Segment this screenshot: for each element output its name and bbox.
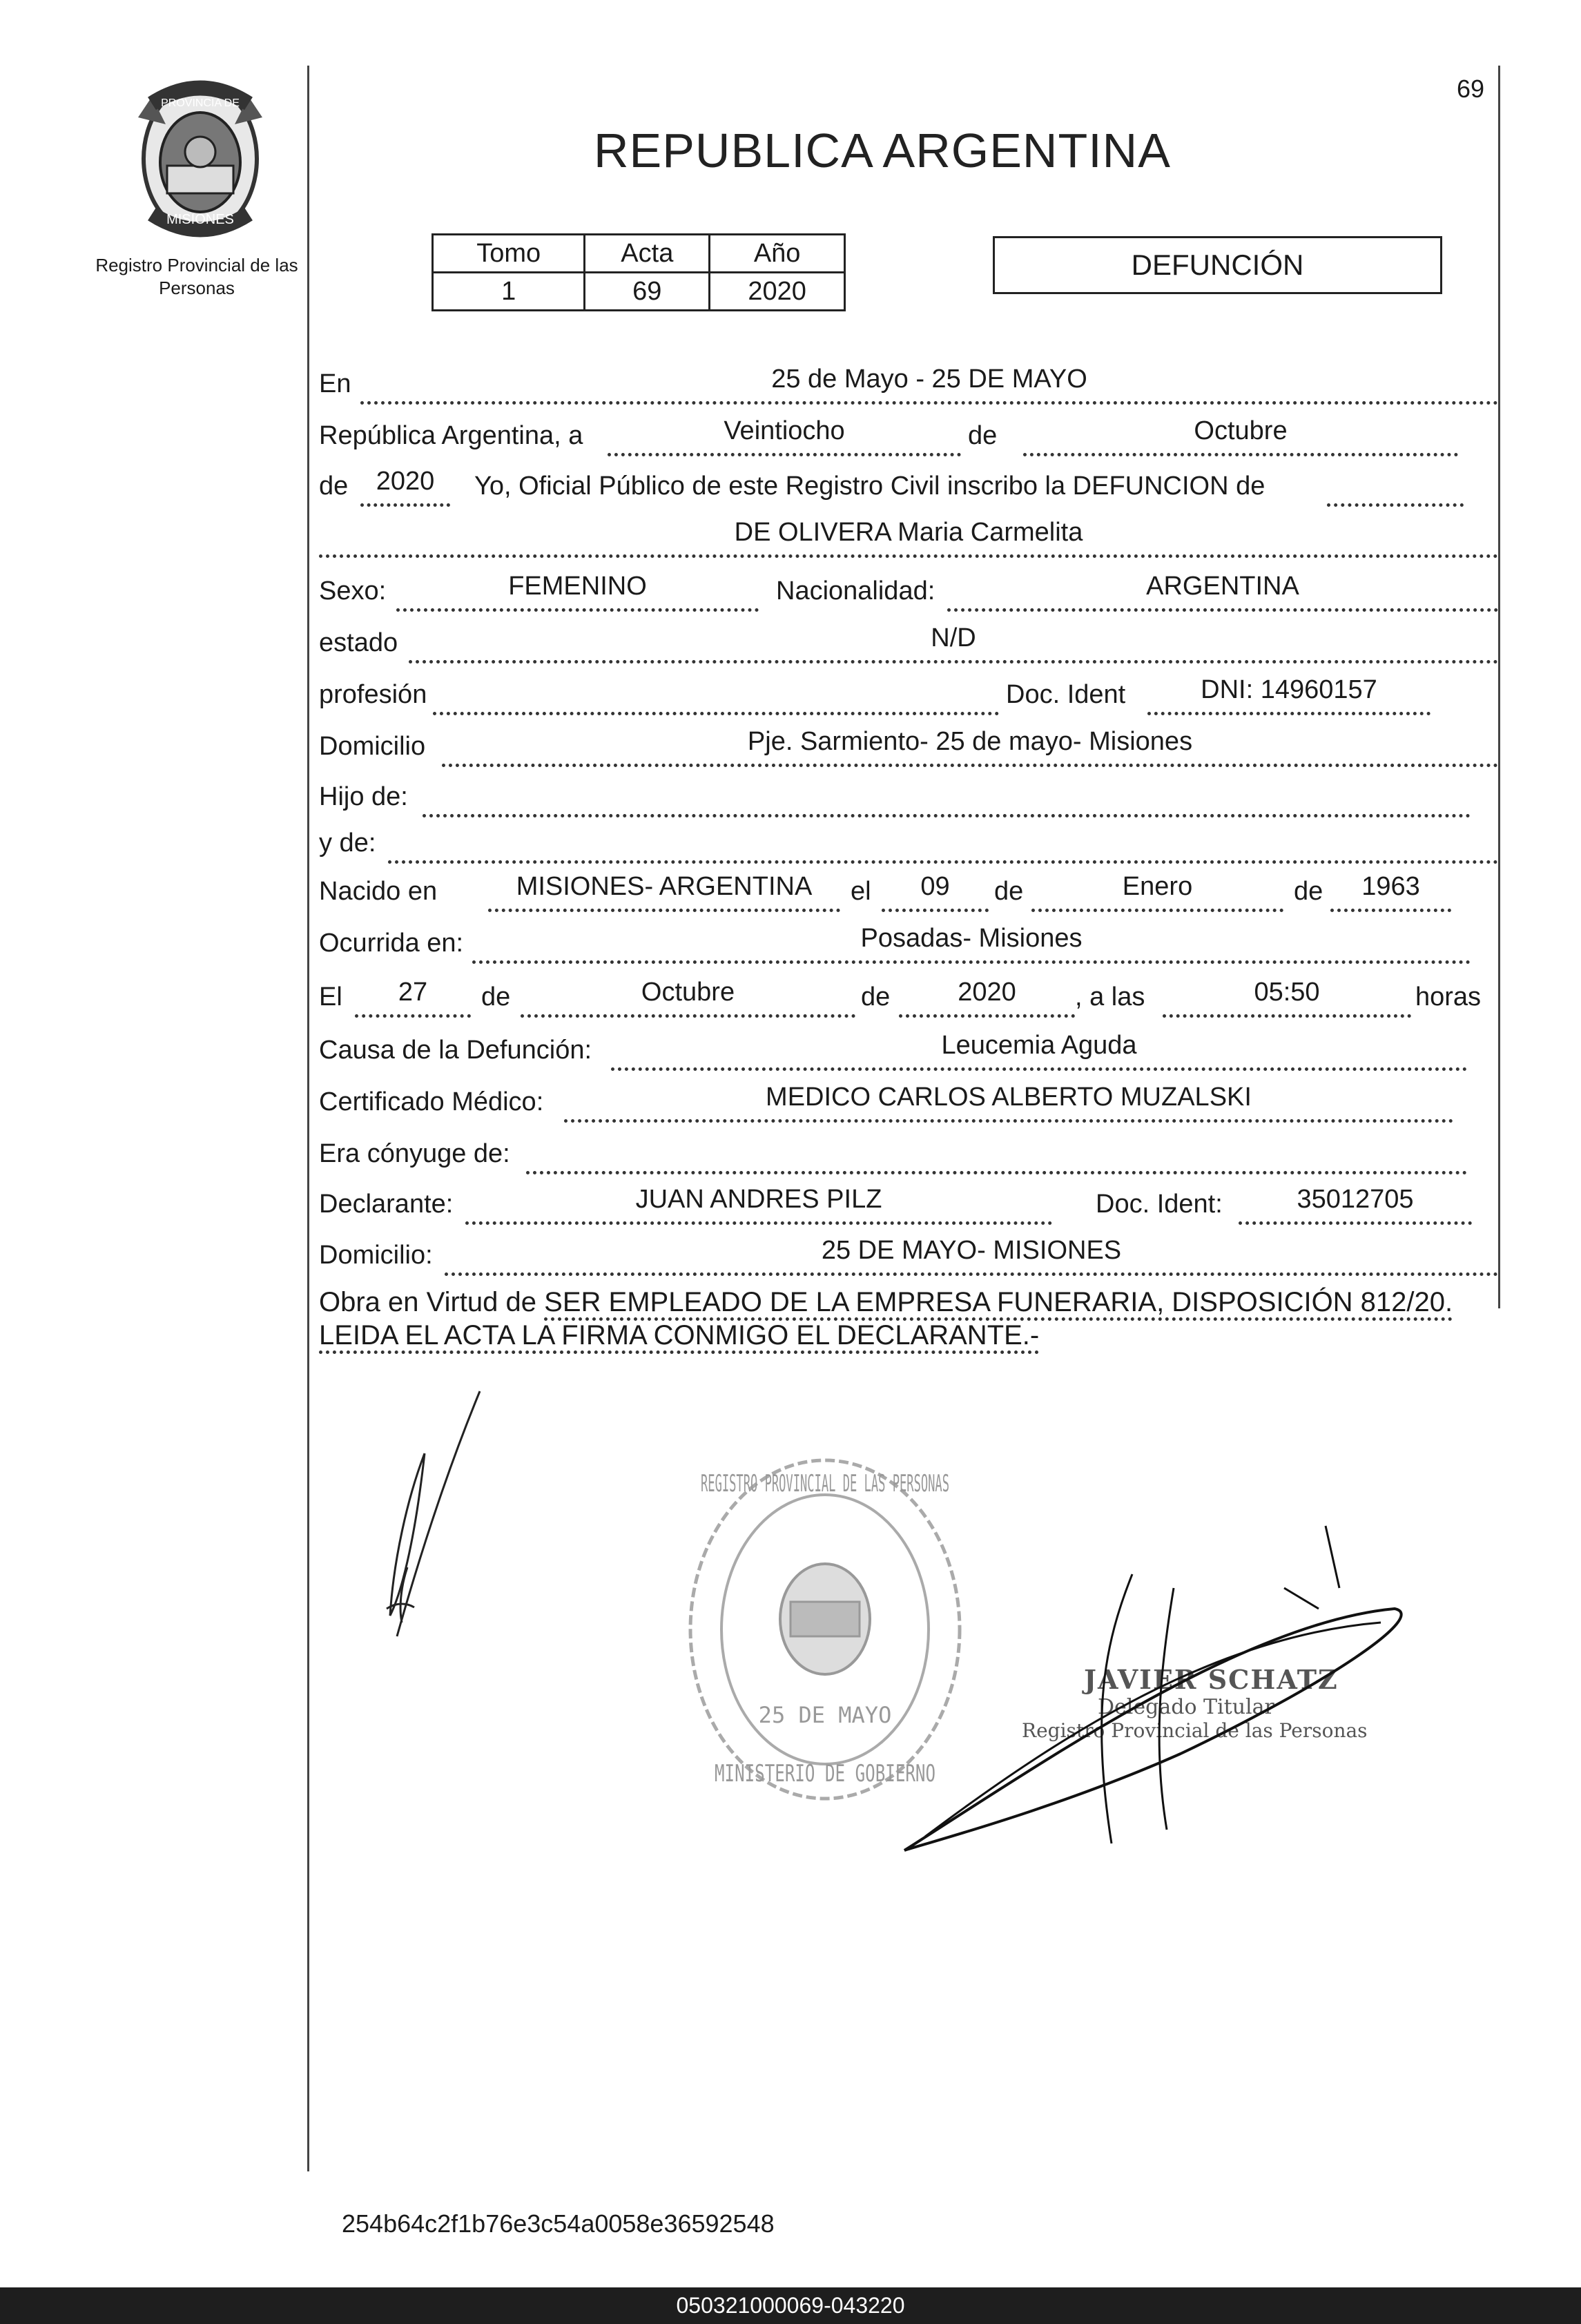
death-time-value: 05:50 — [1254, 978, 1320, 1007]
obra-value-2: LEIDA EL ACTA LA FIRMA CONMIGO EL DECLARANTE.- — [319, 1320, 1039, 1354]
death-month-field — [521, 978, 855, 1018]
profesion-label: profesión — [319, 680, 427, 709]
name-value: DE OLIVERA Maria Carmelita — [734, 518, 1083, 547]
ocurrida-value: Posadas- Misiones — [860, 924, 1083, 953]
row-name — [319, 519, 1498, 558]
row-domicilio — [319, 728, 1498, 767]
ocurrida-label: Ocurrida en: — [319, 929, 464, 958]
domicilio-label: Domicilio — [319, 732, 426, 761]
obra-block — [319, 1286, 1500, 1352]
sexo-field — [396, 572, 759, 612]
sexo-label: Sexo: — [319, 577, 387, 606]
certificado-field — [564, 1083, 1453, 1123]
row-yde — [319, 825, 1498, 864]
causa-field — [611, 1032, 1467, 1071]
yde-label: y de: — [319, 829, 376, 858]
row-republica — [319, 418, 1498, 456]
official-title: Delegado Titular — [1098, 1695, 1274, 1719]
sexo-value: FEMENINO — [508, 572, 647, 601]
causa-value: Leucemia Aguda — [941, 1031, 1137, 1060]
record-table-header-row — [433, 235, 845, 273]
day-value: Veintiocho — [724, 416, 845, 445]
birth-day-value: 09 — [920, 872, 950, 901]
conyuge-label: Era cónyuge de: — [319, 1139, 510, 1168]
nacido-field — [488, 873, 840, 912]
doc-field — [1147, 676, 1430, 715]
year-field — [360, 467, 450, 507]
obra-label: Obra en Virtud de — [319, 1287, 537, 1317]
inscribo-field — [1327, 467, 1464, 507]
nacido-label: Nacido en — [319, 877, 438, 906]
svg-text:MINISTERIO DE GOBIERNO: MINISTERIO DE GOBIERNO — [715, 1760, 935, 1788]
official-org: Registro Provincial de las Personas — [1022, 1719, 1368, 1742]
hijo-label: Hijo de: — [319, 782, 408, 811]
inscribo-text: Yo, Oficial Público de este Registro Civil inscribo la DEFUNCION de — [474, 472, 1265, 501]
decl-domicilio-field — [445, 1237, 1498, 1276]
value-ano: 2020 — [710, 273, 845, 311]
month-field — [1023, 417, 1458, 456]
death-day-field — [355, 978, 471, 1018]
nacionalidad-value: ARGENTINA — [1146, 572, 1299, 601]
obra-value-1: SER EMPLEADO DE LA EMPRESA FUNERARIA, DISPOSICIÓN 812/20. — [544, 1287, 1453, 1321]
declarant-signature — [359, 1388, 497, 1650]
province-logo — [124, 76, 276, 242]
value-tomo: 1 — [433, 273, 585, 311]
row-ocurrida — [319, 925, 1498, 964]
footer-code: 050321000069-043220 — [676, 2293, 905, 2318]
svg-text:MISIONES: MISIONES — [166, 212, 234, 227]
footer-bar — [0, 2287, 1581, 2324]
row-causa — [319, 1032, 1498, 1071]
svg-text:25 DE MAYO: 25 DE MAYO — [758, 1702, 892, 1728]
nacionalidad-label: Nacionalidad: — [776, 577, 935, 606]
row-sexo — [319, 573, 1498, 612]
horas-label: horas — [1415, 982, 1482, 1011]
nacionalidad-field — [947, 572, 1498, 612]
row-certificado — [319, 1084, 1498, 1123]
death-year-field — [899, 978, 1075, 1018]
en-label: En — [319, 369, 351, 398]
month-value: Octubre — [1194, 416, 1288, 445]
year-value: 2020 — [376, 467, 435, 496]
official-name: JAVIER SCHATZ — [1084, 1664, 1339, 1695]
decl-domicilio-value: 25 DE MAYO- MISIONES — [821, 1236, 1122, 1265]
domicilio-value: Pje. Sarmiento- 25 de mayo- Misiones — [747, 727, 1193, 756]
record-table-value-row — [433, 273, 845, 311]
year-de-label: de — [319, 472, 349, 501]
death-de1-label: de — [481, 982, 511, 1011]
row-profesion — [319, 677, 1498, 715]
alas-label: , a las — [1075, 982, 1145, 1011]
row-decl-domicilio — [319, 1237, 1498, 1276]
en-value: 25 de Mayo - 25 DE MAYO — [771, 365, 1087, 394]
republica-label: República Argentina, a — [319, 421, 583, 450]
declarante-label: Declarante: — [319, 1190, 454, 1219]
page-title: REPUBLICA ARGENTINA — [594, 124, 1171, 177]
birth-day-field — [882, 873, 989, 912]
certificado-value: MEDICO CARLOS ALBERTO MUZALSKI — [766, 1083, 1252, 1112]
certificado-label: Certificado Médico: — [319, 1087, 544, 1116]
en-field — [360, 365, 1498, 405]
row-death-date — [319, 979, 1498, 1018]
document-hash: 254b64c2f1b76e3c54a0058e36592548 — [342, 2209, 775, 2238]
right-margin-line — [1498, 66, 1500, 1308]
name-field — [319, 519, 1498, 558]
record-table — [431, 233, 846, 311]
svg-text:REGISTRO PROVINCIAL DE LAS PER: REGISTRO PROVINCIAL DE LAS PERSONAS — [701, 1470, 949, 1498]
svg-text:PROVINCIA DE: PROVINCIA DE — [161, 97, 240, 109]
nacido-value: MISIONES- ARGENTINA — [516, 872, 813, 901]
causa-label: Causa de la Defunción: — [319, 1036, 592, 1065]
birth-de2-label: de — [1294, 877, 1323, 906]
conyuge-field — [526, 1135, 1467, 1174]
estado-field — [409, 624, 1498, 664]
profesion-field — [433, 676, 999, 715]
birth-year-field — [1330, 873, 1451, 912]
header-acta: Acta — [585, 235, 710, 273]
row-conyuge — [319, 1136, 1498, 1174]
birth-el-label: el — [851, 877, 871, 906]
row-nacido — [319, 873, 1498, 912]
header-tomo: Tomo — [433, 235, 585, 273]
month-de-label: de — [968, 421, 998, 450]
birth-month-value: Enero — [1122, 872, 1193, 901]
declarante-doc-label: Doc. Ident: — [1096, 1190, 1223, 1219]
obra-line-2 — [319, 1319, 1500, 1352]
death-year-value: 2020 — [958, 978, 1016, 1007]
row-en — [319, 366, 1498, 405]
estado-label: estado — [319, 628, 398, 657]
hijo-field — [423, 778, 1471, 817]
record-type-box — [993, 236, 1442, 294]
domicilio-field — [442, 728, 1498, 767]
decl-domicilio-label: Domicilio: — [319, 1241, 433, 1270]
declarante-field — [465, 1185, 1052, 1225]
death-el-label: El — [319, 982, 342, 1011]
doc-value: DNI: 14960157 — [1201, 675, 1377, 704]
page-number: 69 — [1457, 75, 1485, 103]
row-estado — [319, 625, 1498, 664]
declarante-doc-value: 35012705 — [1297, 1185, 1414, 1214]
row-inscribo — [319, 468, 1498, 507]
death-day-value: 27 — [398, 978, 428, 1007]
yde-field — [388, 824, 1498, 864]
row-declarante — [319, 1186, 1498, 1225]
doc-label: Doc. Ident — [1006, 680, 1126, 709]
row-hijo — [319, 779, 1498, 817]
declarante-doc-field — [1239, 1185, 1472, 1225]
birth-month-field — [1031, 873, 1283, 912]
death-de2-label: de — [861, 982, 891, 1011]
estado-value: N/D — [931, 623, 976, 652]
birth-de1-label: de — [994, 877, 1024, 906]
day-field — [608, 417, 961, 456]
left-margin-line — [307, 66, 309, 2171]
obra-line-1 — [319, 1286, 1500, 1319]
official-signature — [884, 1505, 1408, 1864]
record-type: DEFUNCIÓN — [1131, 249, 1304, 281]
value-acta: 69 — [585, 273, 710, 311]
registry-name: Registro Provincial de las Personas — [95, 255, 298, 298]
declarante-value: JUAN ANDRES PILZ — [635, 1185, 882, 1214]
header-ano: Año — [710, 235, 845, 273]
ocurrida-field — [472, 924, 1471, 964]
death-time-field — [1163, 978, 1411, 1018]
death-month-value: Octubre — [641, 978, 735, 1007]
birth-year-value: 1963 — [1361, 872, 1420, 901]
